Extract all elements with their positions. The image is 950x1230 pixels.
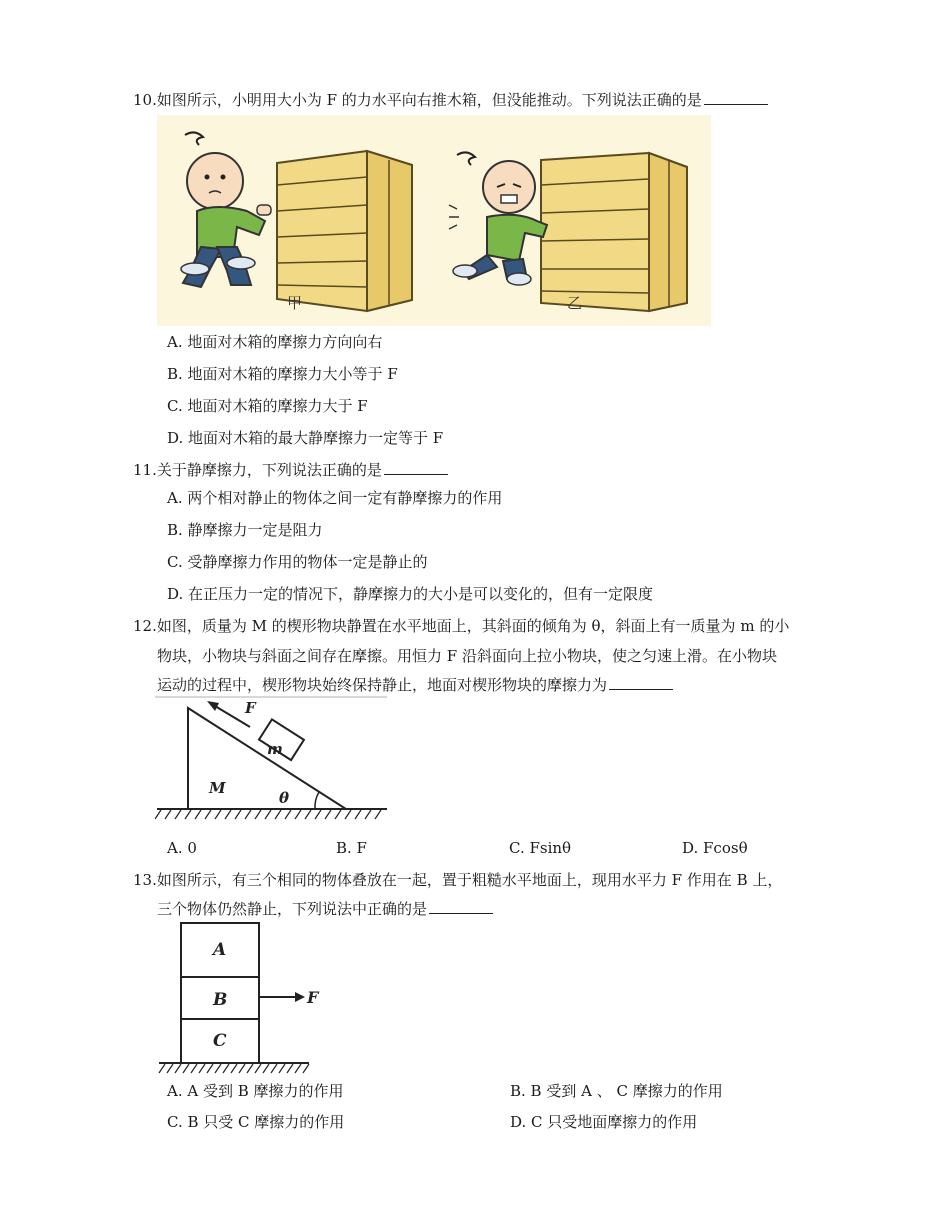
q13-number: 13.	[133, 871, 157, 889]
label-C: C	[213, 1031, 227, 1051]
label-F: F	[245, 699, 256, 717]
label-A: A	[213, 940, 227, 960]
crate-right	[541, 153, 687, 311]
q10-stem-line	[133, 90, 768, 110]
q10-option-c[interactable]: C. 地面对木箱的摩擦力大于 F	[167, 397, 368, 415]
q10-option-b[interactable]: B. 地面对木箱的摩擦力大小等于 F	[167, 365, 398, 383]
q12-answer-blank[interactable]	[609, 675, 673, 690]
force-arrow-head	[295, 992, 305, 1002]
q10-option-d[interactable]: D. 地面对木箱的最大静摩擦力一定等于 F	[167, 429, 444, 447]
fig-label-jia: 甲	[287, 294, 303, 312]
q11-number: 11.	[133, 461, 157, 479]
label-F: F	[307, 988, 319, 1007]
q12-option-d[interactable]: D. Fcosθ	[682, 839, 748, 857]
label-m: m	[267, 740, 283, 758]
q13-stem-line-1	[133, 870, 782, 890]
force-arrow-head	[207, 701, 219, 711]
q13-option-d[interactable]: D. C 只受地面摩擦力的作用	[510, 1113, 698, 1131]
q11-option-b[interactable]: B. 静摩擦力一定是阻力	[167, 521, 323, 539]
label-theta: θ	[279, 789, 290, 807]
q12-stem-line-3	[157, 675, 673, 695]
q11-option-d[interactable]: D. 在正压力一定的情况下，静摩擦力的大小是可以变化的，但有一定限度	[167, 585, 654, 603]
q12-stem-line-2: 物块，小物块与斜面之间存在摩擦。用恒力 F 沿斜面向上拉小物块，使之匀速上滑。在小物块	[157, 647, 777, 665]
q11-answer-blank[interactable]	[384, 460, 448, 475]
q10-number: 10.	[133, 91, 157, 109]
q11-stem: 关于静摩擦力，下列说法正确的是	[156, 461, 382, 479]
q11-option-c[interactable]: C. 受静摩擦力作用的物体一定是静止的	[167, 553, 428, 571]
q12-option-a[interactable]: A. 0	[167, 839, 197, 857]
q13-answer-blank[interactable]	[429, 899, 493, 914]
q12-stem-1: 如图，质量为 M 的楔形物块静置在水平地面上，其斜面的倾角为 θ，斜面上有一质量为 m 的小	[156, 617, 790, 635]
q13-stem-2: 三个物体仍然静止，下列说法中正确的是	[157, 900, 428, 918]
fig-label-yi: 乙	[567, 294, 583, 312]
q13-option-b[interactable]: B. B 受到 A 、 C 摩擦力的作用	[510, 1082, 723, 1100]
q12-option-b[interactable]: B. F	[336, 839, 367, 857]
q10-answer-blank[interactable]	[704, 90, 768, 105]
q10-stem: 如图所示，小明用大小为 F 的力水平向右推木箱，但没能推动。下列说法正确的是	[156, 91, 702, 109]
q12-figure	[155, 693, 390, 823]
q12-stem-3: 运动的过程中，楔形物块始终保持静止，地面对楔形物块的摩擦力为	[157, 676, 608, 694]
q13-stem-line-2	[157, 899, 493, 919]
q11-stem-line	[133, 460, 448, 480]
q12-stem-line-1	[133, 616, 789, 636]
label-B: B	[213, 990, 228, 1010]
q12-number: 12.	[133, 617, 157, 635]
q11-option-a[interactable]: A. 两个相对静止的物体之间一定有静摩擦力的作用	[167, 489, 503, 507]
ground-hatch	[155, 810, 381, 819]
q10-figure	[157, 115, 711, 326]
q13-stem-1: 如图所示，有三个相同的物体叠放在一起，置于粗糙水平地面上，现用水平力 F 作用在 B 上，	[156, 871, 783, 889]
label-M: M	[209, 779, 226, 797]
q13-option-c[interactable]: C. B 只受 C 摩擦力的作用	[167, 1113, 345, 1131]
q13-option-a[interactable]: A. A 受到 B 摩擦力的作用	[167, 1082, 344, 1100]
crate-left	[277, 151, 412, 311]
q10-option-a[interactable]: A. 地面对木箱的摩擦力方向向右	[167, 333, 383, 351]
q13-figure	[157, 921, 327, 1076]
q12-option-c[interactable]: C. Fsinθ	[509, 839, 572, 857]
ground-hatch	[159, 1064, 309, 1073]
